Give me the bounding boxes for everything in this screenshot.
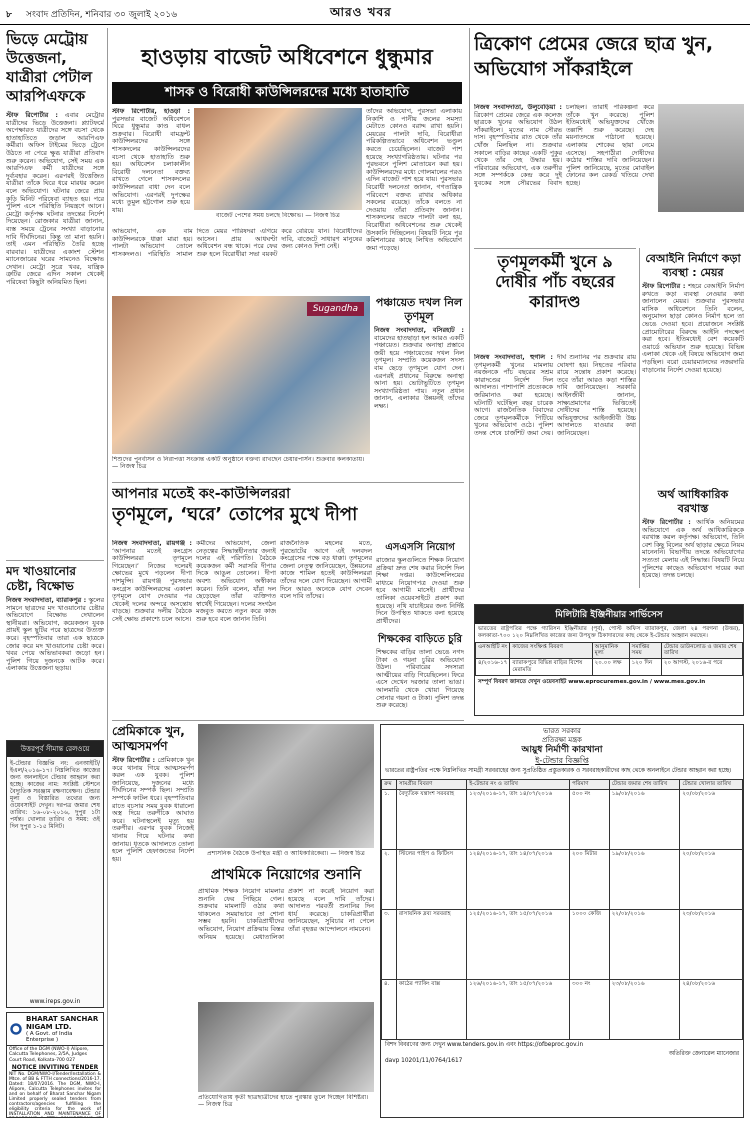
dipa-headline-block (112, 486, 464, 536)
hearing-photo-caption: প্রশাসনিক বৈঠকে উপস্থিত মন্ত্রী ও আধিকারিকেরা। — নিজস্ব চিত্র (207, 850, 365, 857)
tender-intro: ভারতের রাষ্ট্রপতির পক্ষে গ্যারিসন ইঞ্জিনীয়ার (পূর্ব), পোস্ট অফিস ব্যারাকপুর, জেলা ২৪ পরগনা (উত্তর), কলকাতা-৭০০ ১২০ নিম্নলিখিত কাজের জন্য উপযুক্ত ঠিকাদারদের কাছ থেকে ই-টেন্ডার আহ্বান করছেন। (478, 626, 740, 639)
story-headline: শিক্ষকের বাড়িতে চুরি (377, 634, 463, 645)
budget-body-col1: স্টাফ রিপোর্টার, হাওড়া : পুরসভার বাজেট অধিবেশনে ঘিরে ধুন্ধুমার কাণ্ড বাধল শুক্রবার। বিরোধী বামফ্রন্ট কাউন্সিলরদের সঙ্গে শাসকদলের কাউন্সিলরদের বচসা থেকে হাতাহাতি শুরু হয়। অধিবেশন চলাকালীন বিরোধী দলনেতা বক্তব্য রাখতে গেলে শাসকদলের কাউন্সিলররা বাধা দেন বলে অভিযোগ। এরপরই দুপক্ষের মধ্যে তুমুল হট্টগোল শুরু হয়ে যায়। (112, 108, 190, 214)
tender-org4: ই-টেন্ডার বিজ্ঞপ্তি (535, 756, 589, 765)
award-photo (198, 1002, 374, 1092)
story-lover (112, 724, 194, 994)
story-headline: তৃণমূলে, ‘ঘরে’ তোপের মুখে দীপা (112, 504, 358, 525)
story-headline: পঞ্চায়েত দখল নিল তৃণমূল (375, 296, 463, 323)
murder-headline-block (474, 252, 636, 352)
story-subhead: শাসক ও বিরোধী কাউন্সিলরদের মধ্যে হাতাহাতি (164, 85, 410, 100)
event-photo (112, 296, 370, 454)
dateline: নিজস্ব সংবাদদাতা, বসিরহাট : (374, 326, 464, 334)
bsnl-office: Office of the DGM (NWO-I) Alipore, Calcutta Telephones, 2/5A, Judges Court Road, Kolkata-700 027 (9, 1047, 89, 1063)
tender-title: মিলিটারি ইঞ্জিনীয়ার সার্ভিসেস (475, 605, 743, 624)
dateline: নিজস্ব সংবাদদাতা, উলুবেড়িয়া : (474, 104, 562, 111)
tender-sign: অতিরিক্ত জেনারেল ম্যানেজার (668, 1050, 739, 1057)
tender-footer[interactable]: সম্পূর্ণ বিবরণ জানতে দেখুন ওয়েবসাইট www.eprocuremes.gov.in / www.mes.gov.in (478, 678, 706, 685)
victim-photo (658, 104, 744, 212)
budget-body-col2: অভিযোগ, এক বাম কাউন্সিলরকে ধাক্কা মারা হয়। পালটা অভিযোগ তোলে শাসকদলও। পরিস্থিতি সামাল দিতে মেয়র পারিষদরা এগিয়ে আসেন। প্রায় আধঘণ্টা অধিবেশন বন্ধ থাকে। পরে ফের শুরু হলে বিরোধীরা সভা বয়কট করে বেরিয়ে যান। বিরোধীদের দাবি, বাজেটে সাধারণ মানুষের জন্য কোনও দিশা নেই। (112, 228, 362, 258)
dipa-body-col3: রাজনৈতিক মহলের মতে, পুরভোটের আগে এই দলবদল কংগ্রেসের পক্ষে বড় ধাক্কা। তৃণমূলের জেলা নেতৃত্ব জানিয়েছেন, উন্নয়নের কাজে শামিল হতেই কাউন্সিলররা তাঁদের দলে যোগ দিয়েছেন। আগামী দিনে আরও অনেকে যোগ দেবেন বলে দাবি তাঁদের। (280, 540, 372, 601)
defence-tender-table: ক্রম সামগ্রীর বিবরণ ই-টেন্ডার নং ও তারিখ পরিমাণ টেন্ডার জমার শেষ তারিখ টেন্ডার খোলার তারিখ ১. বৈদ্যুতিক যন্ত্রাংশ সরবরাহ ১২৩/২০১৬-১৭, তাং ১৪/০৭/২০১৬ ৫০০ নং ১৯/০৮/২০১৬ ২০/০৮/২০১৬ ২. স্টিলের পাইপ ও ফিটিংস ১২৪/২০১৬-১৭, তাং ১৪/০৭/২০১৬ ২০০ মিটার ১৯/০৮/২০১৬ ২০/০৮/২০১৬ ৩. রাসায়নিক দ্রব্য সরবরাহ ১২৫/২০১৬-১৭, তাং ১৫/০৭/২০১৬ ১০০০ কেজি ২২/০৮/২০১৬ ২৩/০৮/২০১৬ ৪. কাঠের প্যাকিং বাক্স ১২৬/২০১৬-১৭, তাং ১৫/০৭/২০১৬ ৩০০ নং ২৩/০৮/২০১৬ ২৪/০৮/২০১৬ (381, 779, 743, 1040)
budget-subhead-band (112, 82, 462, 104)
story-body: প্রেমিকাকে খুন করে থানায় গিয়ে আত্মসমর্পণ করল এক যুবক। পুলিশ জানিয়েছে, দুজনের মধ্যে দীর্ঘদিনের সম্পর্ক ছিল। সম্প্রতি সম্পর্কে ফাটল ধরে। বৃহস্পতিবার রাতে বচসার সময় যুবক ধারালো অস্ত্র দিয়ে তরুণীকে আঘাত করে। ঘটনাস্থলেই মৃত্যু হয় তরুণীর। এরপর যুবক নিজেই থানায় গিয়ে ঘটনার কথা জানায়। ধৃতকে আদালতে তোলা হলে পুলিশি হেফাজতের নির্দেশ হয়। (112, 756, 194, 863)
mes-tender-table: এনআইটি নং কাজের সংক্ষিপ্ত বিবরণ আনুমানিক মূল্য সমাপ্তির সময় টেন্ডার ডাউনলোড ও জমার শেষ তারিখ ৪/২০১৬-১৭ ব্যারাকপুরে বিভিন্ন বাড়ির বিশেষ মেরামতি ২০.০০ লক্ষ ১২০ দিন ২০ আগস্ট, ২০১৬-র পরে (475, 642, 743, 676)
table-row: ১. বৈদ্যুতিক যন্ত্রাংশ সরবরাহ ১২৩/২০১৬-১৭, তাং ১৪/০৭/২০১৬ ৫০০ নং ১৯/০৮/২০১৬ ২০/০৮/২০১৬ (382, 789, 743, 849)
story-body: শহরে বেআইনি নির্মাণ রুখতে কড়া ব্যবস্থা নেওয়ার কথা জানালেন মেয়র। শুক্রবার পুরসভার মাসিক অধিবেশনে তিনি বলেন, অনুমোদন ছাড়া কোনও নির্মাণ হলে তা ভেঙে দেওয়া হবে। প্রয়োজনে সংশ্লিষ্ট প্রোমোটারের বিরুদ্ধে আইনি পদক্ষেপ করা হবে। ইতিমধ্যেই বেশ কয়েকটি ওয়ার্ডে অভিযান শুরু হয়েছে। বিভিন্ন এলাকা থেকে এই বিষয়ে অভিযোগ জমা পড়ছিল। বরো চেয়ারম্যানদের নজরদারি বাড়ানোর নির্দেশ দেওয়া হয়েছে। (642, 282, 744, 374)
railway-tender-left (6, 740, 104, 1008)
story-headline: হাওড়ায় বাজেট অধিবেশনে ধুন্ধুমার (141, 45, 433, 69)
story-body: রাজ্যের স্কুলগুলিতে শিক্ষক নিয়োগ প্রক্রিয়া দ্রুত শেষ করার নির্দেশ দিল শিক্ষা দপ্তর। কাউন্সেলিংয়ের মাধ্যমে নিয়োগপত্র দেওয়া শুরু হবে আগামী মাসেই। প্রার্থীদের তালিকা ওয়েবসাইটে প্রকাশ করা হয়েছে। নথি যাচাইয়ের জন্য নির্দিষ্ট দিনে উপস্থিত থাকতে বলা হয়েছে প্রার্থীদের। (376, 556, 464, 625)
story-headline: মদ খাওয়ানোর চেষ্টা, বিক্ষোভ (6, 564, 76, 593)
tender-org3: আয়ুধ নির্মাণী কারখানা (521, 745, 603, 755)
event-photo-caption: শিশুদের পুনর্বাসন ও নিরাপত্তা সংক্রান্ত একটি অনুষ্ঠানে বক্তব্য রাখছেন চেয়ারপার্সন। শুক্রবার কলকাতায়। — নিজস্ব চিত্র (112, 456, 365, 471)
table-row: ২. স্টিলের পাইপ ও ফিটিংস ১২৪/২০১৬-১৭, তাং ১৪/০৭/২০১৬ ২০০ মিটার ১৯/০৮/২০১৬ ২০/০৮/২০১৬ (382, 849, 743, 909)
paper-date: সংবাদ প্রতিদিন, শনিবার ৩০ জুলাই ২০১৬ (26, 10, 178, 20)
tender-title: উত্তরপূর্ব সীমান্ত রেলওয়ে (7, 741, 103, 757)
story-headline: প্রেমিকাকে খুন, আত্মসমর্পণ (112, 724, 185, 753)
dateline: স্টাফ রিপোর্টার : (112, 756, 156, 764)
table-row: ৪. কাঠের প্যাকিং বাক্স ১২৬/২০১৬-১৭, তাং ১৫/০৭/২০১৬ ৩০০ নং ২৩/০৮/২০১৬ ২৪/০৮/২০১৬ (382, 979, 743, 1039)
tender-slogan (7, 1005, 103, 1008)
budget-photo (194, 108, 362, 210)
story-headline: তৃণমূলকর্মী খুনে ৯ দোষীর পাঁচ বছরের কারাদণ্ড (495, 252, 615, 311)
story-headline: অর্থ আধিকারিক বরখাস্ত (657, 488, 729, 515)
story-chesta (6, 564, 104, 736)
dateline: নিজস্ব সংবাদদাতা, রায়গঞ্জ : (112, 540, 192, 547)
defence-tender (380, 724, 744, 1118)
tender-note[interactable]: বিশদ বিবরণের জন্য দেখুন www.tenders.gov.in এবং https://ofbeproc.gov.in (385, 1041, 584, 1048)
page-header (0, 0, 750, 25)
table-row: ৩. রাসায়নিক দ্রব্য সরবরাহ ১২৫/২০১৬-১৭, তাং ১৫/০৭/২০১৬ ১০০০ কেজি ২২/০৮/২০১৬ ২৩/০৮/২০১৬ (382, 909, 743, 979)
story-panchayat (374, 296, 464, 468)
hearing-photo (198, 724, 374, 848)
murder-body: নিজস্ব সংবাদদাতা, হুগলি : তৃণমূলকর্মী খুনের মামলায় নয়জনকে পাঁচ বছরের সশ্রম কারাদণ্ডের নির্দেশ দিল আদালত। পাশাপাশি প্রত্যেককে জরিমানাও করা হয়েছে। ঘটনাটি ঘটেছিল বছর চারেক আগে। রাজনৈতিক বিবাদের জেরে তৃণমূলকর্মীকে পিটিয়ে খুনের অভিযোগ ওঠে। পুলিশ তদন্ত শেষে চার্জশিট জমা দেয়। দীর্ঘ শুনানির পর শুক্রবার রায় ঘোষণা হয়। নিহতের পরিবার রায়ে সন্তোষ প্রকাশ করেছে। তবে তাঁরা আরও কড়া শাস্তির দাবি জানিয়েছেন। সরকারি আইনজীবী জানান, সাক্ষ্যপ্রমাণের ভিত্তিতেই দোষীদের শাস্তি হয়েছে। অভিযুক্তদের আইনজীবী উচ্চ আদালতে যাওয়ার কথা জানিয়েছেন। (474, 354, 636, 437)
dipa-body-col2: কর্মীদের অভিযোগ, জেলা নেতৃত্বের সিদ্ধান্তহীনতার জন্যই দলের এই পরিণতি। বৈঠকে কয়েকজন কর্মী সরাসরি দীপার দিকে আঙুল তোলেন। দীপা অবশ্য অভিযোগ অস্বীকার করেন। তিনি বলেন, যাঁরা দল ছেড়েছেন তাঁরা ব্যক্তিগত স্বার্থেই গিয়েছেন। দলের সংগঠন মজবুত করতে নতুন করে কাজ শুরু হবে বলে জানান তিনি। (196, 540, 276, 623)
dateline: স্টাফ রিপোর্টার : (642, 518, 691, 526)
dateline: নিজস্ব সংবাদদাতা, হুগলি : (474, 354, 553, 361)
tender-intro: ভারতের রাষ্ট্রপতির পক্ষে নিম্নলিখিত সামগ্রী সরবরাহের জন্য সুপ্রতিষ্ঠিত প্রস্তুতকারক ও সরবরাহকারীদের কাছ থেকে অনলাইনে টেন্ডার আহ্বান করা হচ্ছে। (385, 768, 732, 774)
story-kicker: আপনার মতেই কং-কাউন্সিলররা (112, 486, 291, 502)
story-headline: বেআইনি নির্মাণে কড়া ব্যবস্থা : মেয়র (645, 252, 741, 279)
story-headline: এসএসসি নিয়োগ (385, 542, 455, 553)
table-row: ৪/২০১৬-১৭ ব্যারাকপুরে বিভিন্ন বাড়ির বিশেষ মেরামতি ২০.০০ লক্ষ ১২০ দিন ২০ আগস্ট, ২০১৬-র পরে (476, 659, 743, 676)
bsnl-sub: ( A Govt. of India Enterprise ) (26, 1031, 73, 1043)
dateline: স্টাফ রিপোর্টার, হাওড়া : (112, 108, 190, 115)
story-headline: ভিড়ে মেট্রোয় উত্তেজনা, যাত্রীরা পেটাল আরপিএফকে (6, 30, 93, 105)
hearing-headline: প্রাথমিকে নিয়োগের শুনানি (210, 867, 362, 883)
story-body: বামেদের হাতছাড়া হল আরও একটি পঞ্চায়েত। শুক্রবার অনাস্থা প্রস্তাবে জয়ী হয়ে পঞ্চায়েতের দখল নিল তৃণমূল। সম্প্রতি কয়েকজন সদস্য বাম ছেড়ে তৃণমূলে যোগ দেন। এরপরই প্রধানের বিরুদ্ধে অনাস্থা আনা হয়। ভোটাভুটিতে তৃণমূল সংখ্যাগরিষ্ঠতা পায়। নতুন প্রধান জানান, এলাকার উন্নয়নই তাঁদের লক্ষ্য। (374, 333, 464, 410)
section-title: আরও খবর (330, 5, 392, 19)
bsnl-logo-icon (9, 1022, 23, 1036)
dateline: স্টাফ রিপোর্টার : (642, 282, 686, 290)
dateline: নিজস্ব সংবাদদাতা, ব্যারাকপুর : (6, 596, 87, 604)
tender-body: ই-টেন্ডার বিজ্ঞপ্তি নং: এনআইটি/ইএল/২০১৬-১৭। নিম্নলিখিত কাজের জন্য অনলাইনে টেন্ডার আহ্বান করা হচ্ছে। কাজের নাম: সংশ্লিষ্ট স্টেশনে বৈদ্যুতিক সরঞ্জাম রক্ষণাবেক্ষণ। টেন্ডার মূল্য ও বিস্তারিত তথ্যের জন্য ওয়েবসাইট দেখুন। দরপত্র জমার শেষ তারিখ: ১৬-০৮-২০১৬, দুপুর ১টা পর্যন্ত। খোলার তারিখ ও সময়: ওই দিন দুপুর ১-১৫ মিনিট। (10, 760, 100, 830)
story-body: স্কুলের সামনে ছাত্রদের মদ খাওয়ানোর চেষ্টার অভিযোগে বিক্ষোভ দেখালেন স্থানীয়রা। অভিযোগ, কয়েকজন যুবক প্রায়ই স্কুল ছুটির পরে ছাত্রদের উত্যক্ত করে। বৃহস্পতিবার তারা এক ছাত্রকে জোর করে মদ খাওয়ানোর চেষ্টা করে। খবর পেয়ে অভিভাবকরা জড়ো হন। পুলিশ গিয়ে দুজনকে আটক করে। এলাকায় উত্তেজনা ছড়ায়। (6, 596, 104, 673)
story-teacher (376, 632, 464, 718)
story-body: আর্থিক অনিয়মের অভিযোগে এক অর্থ আধিকারিককে বরখাস্ত করল কর্তৃপক্ষ। অভিযোগ, তিনি বেশ কিছু বিলের অর্থ ছাড়ার ক্ষেত্রে নিয়ম মানেননি। বিভাগীয় তদন্তে অভিযোগের সত্যতা মেলায় এই সিদ্ধান্ত। বিষয়টি নিয়ে পুলিশের কাছেও অভিযোগ দায়ের করা হয়েছে। তদন্ত চলছে। (642, 518, 744, 580)
budget-headline-band (112, 44, 462, 85)
story-body: শিক্ষকের বাড়ির তালা ভেঙে নগদ টাকা ও গয়না চুরির অভিযোগ উঠল। পরিবারের সদস্যরা আত্মীয়ের বাড়ি গিয়েছিলেন। ফিরে এসে দেখেন দরজার তালা ভাঙা। আলমারি থেকে খোয়া গিয়েছে সোনার গয়না ও টাকা। পুলিশ তদন্ত শুরু করেছে। (376, 648, 464, 710)
story-finance (642, 488, 744, 588)
bsnl-body: NIT No. DGM/NWO-I/Tender/Installation & Mtce. of BB & FTTH connections/2016-17. Dated: 18/07/2016. The DGM, NWO-I, Alipore, Calcutta Telephones invites for and on behalf of Bharat Sanchar Nigam Limited properly sealed tenders from contractors/agencies fulfilling the eligibility criteria for the work of INSTALLATION AND MAINTENANCE OF (9, 1072, 101, 1118)
hearing-body: প্রাথমিক শিক্ষক নিয়োগ মামলার শুনানি ফের পিছিয়ে গেল। শুক্রবার মামলাটি ওঠার কথা থাকলেও সময়াভাবে তা শোনা সম্ভব হয়নি। চাকরিপ্রার্থীদের অভিযোগ, নিয়োগ প্রক্রিয়ায় বিস্তর অনিয়ম হয়েছে। মেধাতালিকা প্রকাশ না করেই নিয়োগ করা হয়েছে বলে দাবি তাঁদের। আদালত পরবর্তী শুনানির দিন ধার্য করেছে। চাকরিপ্রার্থীরা জানিয়েছেন, সুবিচার না পেলে তাঁরা বৃহত্তর আন্দোলনে নামবেন। (198, 888, 374, 941)
event-banner: Sugandha (307, 302, 364, 316)
dipa-body-col1: নিজস্ব সংবাদদাতা, রায়গঞ্জ : ‘আপনার মতেই কংগ্রেস কাউন্সিলররা তৃণমূলে গিয়েছেন।’ নিজের দলেরই ক্ষোভের মুখে পড়লেন দীপা দাশমুন্সি। রায়গঞ্জ পুরসভার কংগ্রেস কাউন্সিলরদের একাংশ তৃণমূলে যোগ দেওয়ার পর থেকেই দলের অন্দরে অসন্তোষ বাড়ছে। শুক্রবার দলীয় বৈঠকে সেই ক্ষোভ প্রকাশ্যে চলে আসে। (112, 540, 192, 623)
award-photo-caption: প্রতিযোগিতায় কৃতী ছাত্রছাত্রীদের হাতে পুরস্কার তুলে দিচ্ছেন বিশিষ্টরা। — নিজস্ব চিত্র (198, 1094, 369, 1109)
bsnl-notice-title: NOTICE INVITING TENDER (11, 1064, 99, 1072)
mes-tender (474, 604, 744, 716)
tender-org1: ভারত সরকার (543, 727, 581, 735)
bsnl-ad (6, 1012, 104, 1118)
bsnl-name: BHARAT SANCHAR NIGAM LTD. (26, 1015, 99, 1031)
tender-website[interactable]: www.ireps.gov.in (29, 998, 81, 1005)
story-metro (6, 30, 104, 450)
page-number: ৮ (6, 10, 12, 20)
story-headline: ত্রিকোণ প্রেমের জেরে ছাত্র খুন, অভিযোগ সাঁকরাইলে (474, 33, 714, 80)
story-body: এবার মেট্রোর যাত্রীদের ভিড়ে উত্তেজনা। প্ল্যাটফর্মে অপেক্ষারত যাত্রীদের সঙ্গে বচসা থেকে হাতাহাতিতে জড়াল আরপিএফ কর্মীরা। অফিস টাইমের ভিড়ে ট্রেনে উঠতে না পেরে ক্ষুব্ধ যাত্রীরা প্রতিবাদ শুরু করেন। অভিযোগ, সেই সময় এক আরপিএফ কর্মী যাত্রীদের সঙ্গে দুর্ব্যবহার করেন। এরপরই উত্তেজিত যাত্রীরা তাঁকে ঘিরে ধরে মারধর করেন বলে অভিযোগ। ঘটনার জেরে প্রায় কুড়ি মিনিট পরিষেবা ব্যাহত হয়। পরে পুলিশ এসে পরিস্থিতি নিয়ন্ত্রণে আনে। মেট্রো কর্তৃপক্ষ ঘটনার তদন্তের নির্দেশ দিয়েছেন। রোজকার যাত্রীরা জানান, ব্যস্ত সময়ে ট্রেনের সংখ্যা বাড়ানোর দাবি দীর্ঘদিনের। কিন্তু তা মানা হয়নি। তাই এমন পরিস্থিতি তৈরি হচ্ছে বারবার। যাত্রীদের একাংশ স্টেশন ম্যানেজারের ঘরের সামনেও বিক্ষোভ দেখান। মেট্রো সূত্রে খবর, যান্ত্রিক ত্রুটির জেরে এদিন সকাল থেকেই পরিষেবা কিছুটা অনিয়মিত ছিল। (6, 111, 104, 287)
story-ssc (376, 540, 464, 632)
triangle-body: নিজস্ব সংবাদদাতা, উলুবেড়িয়া : ত্রিকোণ প্রেমের জেরে এক কলেজ ছাত্রকে খুনের অভিযোগ উঠল সাঁকরাইলে। মৃতের নাম সৌরভ দাস। বৃহস্পতিবার রাত থেকে তাঁর খোঁজ মিলছিল না। শুক্রবার সকালে বাড়ির কাছের একটি পুকুর থেকে তাঁর দেহ উদ্ধার হয়। পরিবারের অভিযোগ, এক তরুণীর সঙ্গে সম্পর্ককে কেন্দ্র করে দুই যুবকের সঙ্গে সৌরভের বিবাদ চলছিল। তারাই পরিকল্পনা করে তাঁকে খুন করেছে। পুলিশ ইতিমধ্যেই অভিযুক্তদের খোঁজে তল্লাশি শুরু করেছে। দেহ ময়নাতদন্তে পাঠানো হয়েছে। এলাকায় শোকের ছায়া নেমে এসেছে। সহপাঠীরা দোষীদের কঠোর শাস্তির দাবি জানিয়েছেন। পুলিশ জানিয়েছে, মৃতের মোবাইল ফোনের কল রেকর্ড খতিয়ে দেখা হচ্ছে। (474, 104, 654, 187)
tender-org2: প্রতিরক্ষা মন্ত্রক (542, 736, 582, 744)
budget-body-col3: তাঁদের অভিযোগ, পুরসভা এলাকায় নিকাশি ও পানীয় জলের সমস্যা মেটাতে কোনও বরাদ্দ রাখা হয়নি। মেয়রের পালটা দাবি, বিরোধীরা পরিকল্পিতভাবে অধিবেশন ভণ্ডুল করতে চেয়েছিলেন। বাজেট পাশ হয়েছে সংখ্যাগরিষ্ঠতায়। ঘটনার পর পুরভবনে পুলিশ মোতায়েন করা হয়। কাউন্সিলরদের মধ্যে গোলমালের পরও এদিন বাজেট পাশ হয়ে যায়। পুরসভার বিরোধী দলনেতা জানান, গণতান্ত্রিক পরিবেশে বক্তব্য রাখার অধিকার সকলের রয়েছে। তাঁকে বলতে না দেওয়ায় তাঁরা প্রতিবাদ জানান। শাসকদলের তরফে পালটা বলা হয়, বিরোধীরা অধিবেশনের শুরু থেকেই উসকানি দিচ্ছিলেন। বিষয়টি নিয়ে পুর কমিশনারের কাছে লিখিত অভিযোগ জমা পড়েছে। (366, 108, 462, 252)
dateline: স্টাফ রিপোর্টার : (6, 111, 58, 119)
triangle-headline-block (474, 32, 744, 102)
tender-code: davp 10201/11/0764/1617 (385, 1057, 463, 1064)
budget-photo-caption: বাজেট পেশের সময় চলছে বিক্ষোভ। — নিজস্ব চিত্র (216, 212, 340, 219)
story-illegal (642, 252, 744, 484)
